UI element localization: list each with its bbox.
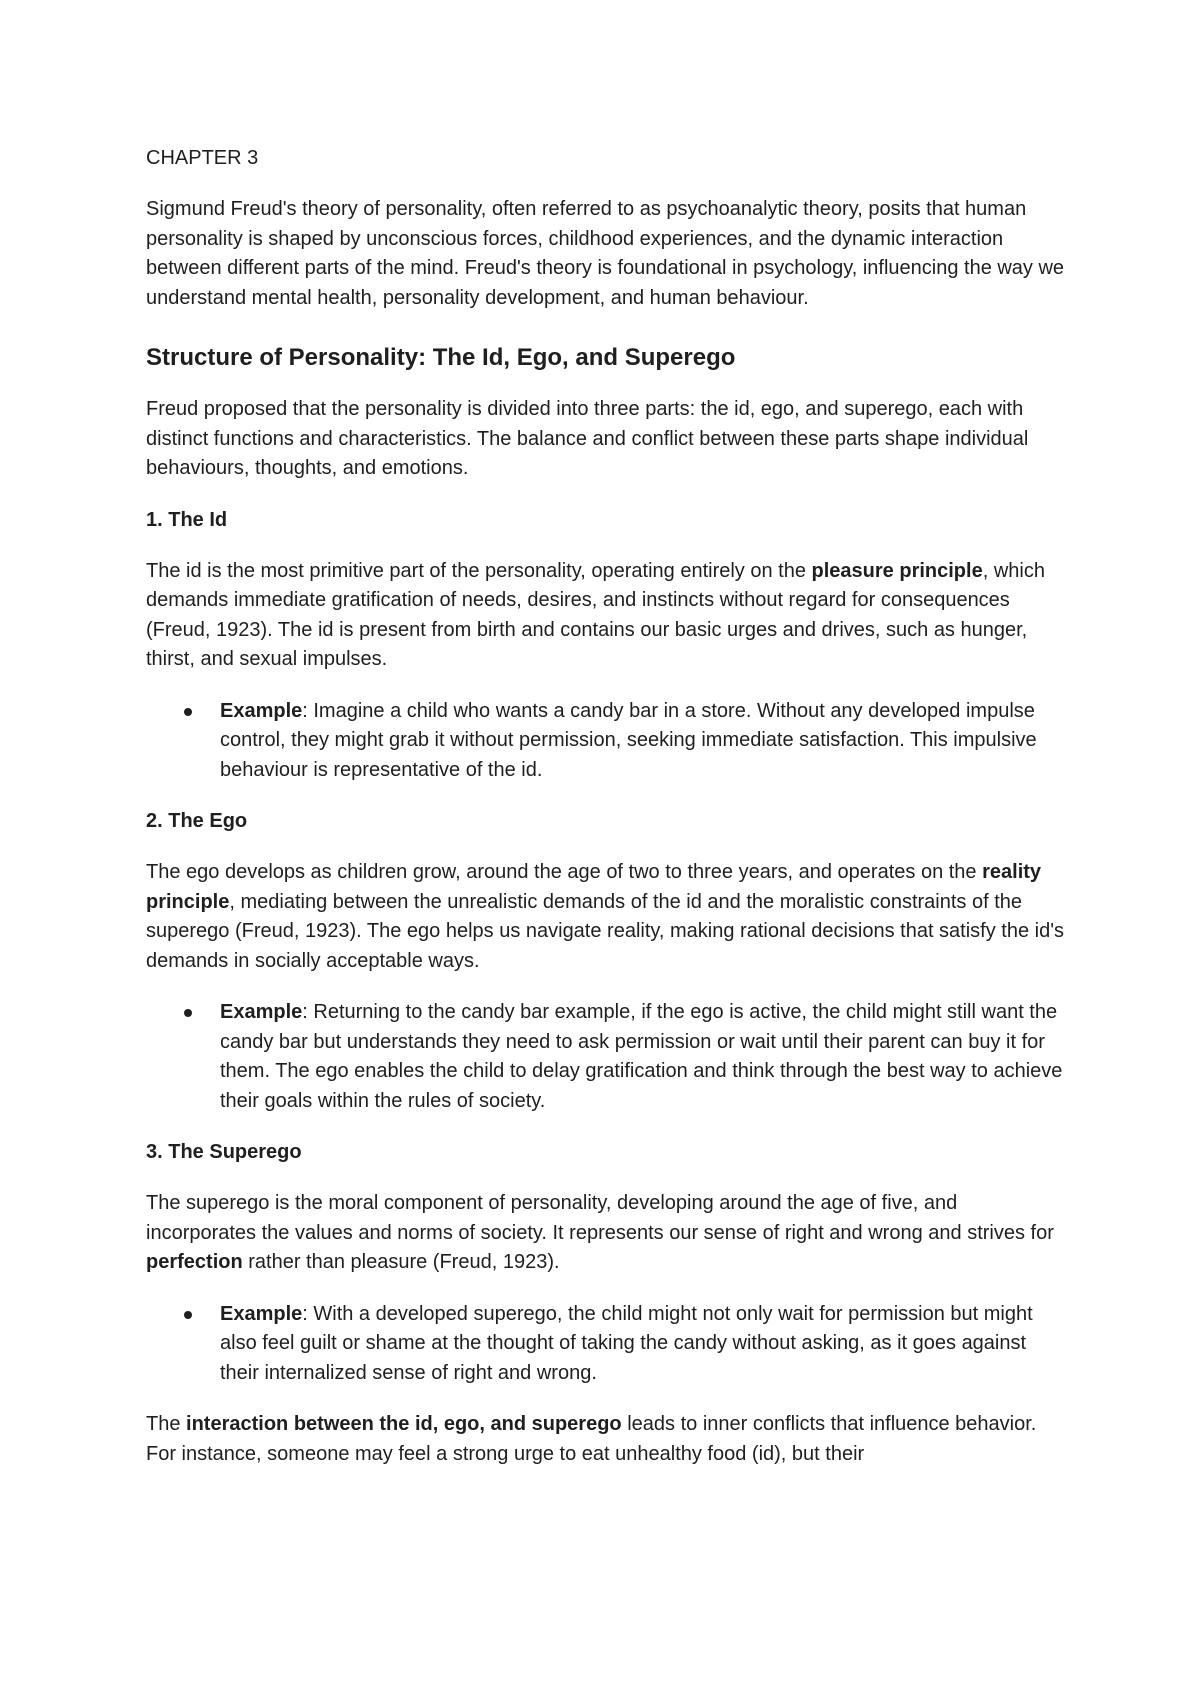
section-intro-paragraph: Freud proposed that the personality is divided into three parts: the id, ego, and superego, each with distinct functions and characteristics. The balance and conflict between these parts shape individual behaviours, thoughts, and emotions. — [146, 398, 1029, 479]
id-example-item — [146, 697, 1066, 786]
ego-example-list — [146, 998, 1066, 1116]
id-example-list — [146, 697, 1066, 786]
id-text-start: The id is the most primitive part of the personality, operating entirely on the — [146, 559, 812, 582]
id-text-end: , which demands immediate gratification of needs, desires, and instincts without regard for consequences (Freud, 1923). The id is present from birth and contains our basic urges and drives, such as hunger, thirst, and sexual impulses. — [146, 559, 1045, 670]
chapter-label: CHAPTER 3 — [146, 147, 259, 169]
superego-text-end: rather than pleasure (Freud, 1923). — [242, 1251, 560, 1273]
ego-text-end: , mediating between the unrealistic demands of the id and the moralistic constraints of the superego (Freud, 1923). The ego helps us navigate reality, making rational decisions that satisfy the id's demands in socially acceptable ways. — [146, 890, 1065, 972]
id-key-term: pleasure principle — [811, 559, 983, 582]
example-label: Example — [220, 699, 303, 722]
ego-example-text: : Returning to the candy bar example, if the ego is active, the child might still want the candy bar but understands they need to ask permission or wait until their parent can buy it for them. The ego enables the child to delay gratification and think through the best way to achieve their goals within the rules of society. — [220, 1001, 1063, 1112]
ego-example-item — [146, 998, 1066, 1116]
closing-paragraph — [146, 1410, 1066, 1469]
example-label: Example — [220, 1001, 303, 1023]
bullet-icon — [184, 1009, 192, 1017]
superego-key-term: perfection — [146, 1251, 243, 1273]
ego-text-start: The ego develops as children grow, around the age of two to three years, and operates on the — [146, 861, 983, 883]
ego-key-term: reality principle — [146, 861, 1042, 913]
bullet-icon — [184, 1311, 192, 1319]
closing-text-start: The — [146, 1413, 187, 1435]
intro-paragraph: Sigmund Freud's theory of personality, often referred to as psychoanalytic theory, posits that human personality is shaped by unconscious forces, childhood experiences, and the dynamic interaction between different parts of the mind. Freud's theory is foundational in psychology, influencing the way we understand mental health, personality development, and human behaviour. — [146, 198, 1065, 309]
document-body — [146, 144, 1066, 1491]
bullet-icon — [184, 708, 192, 716]
example-label: Example — [220, 1302, 303, 1325]
id-example-text: : Imagine a child who wants a candy bar in a store. Without any developed impulse control, they might grab it without permission, seeking immediate satisfaction. This impulsive behaviour is representative of the id. — [220, 699, 1037, 781]
closing-text-end: leads to inner conflicts that influence behavior. For instance, someone may feel a strong urge to eat unhealthy food (id), but their — [146, 1413, 1037, 1465]
superego-example-item — [146, 1300, 1066, 1389]
id-paragraph — [146, 557, 1066, 675]
id-heading: 1. The Id — [146, 508, 228, 531]
ego-heading: 2. The Ego — [146, 810, 248, 832]
superego-example-list — [146, 1300, 1066, 1389]
closing-key-term: interaction between the id, ego, and superego — [186, 1413, 622, 1435]
section-heading: Structure of Personality: The Id, Ego, and Superego — [146, 344, 736, 371]
superego-example-text: : With a developed superego, the child might not only wait for permission but might also feel guilt or shame at the thought of taking the candy without asking, as it goes against their internalized sense of right and wrong. — [220, 1302, 1033, 1384]
superego-text-start: The superego is the moral component of personality, developing around the age of five, and incorporates the values and norms of society. It represents our sense of right and wrong and strives for — [146, 1192, 1054, 1244]
ego-paragraph — [146, 858, 1066, 976]
superego-paragraph — [146, 1189, 1066, 1278]
superego-heading: 3. The Superego — [146, 1141, 302, 1163]
